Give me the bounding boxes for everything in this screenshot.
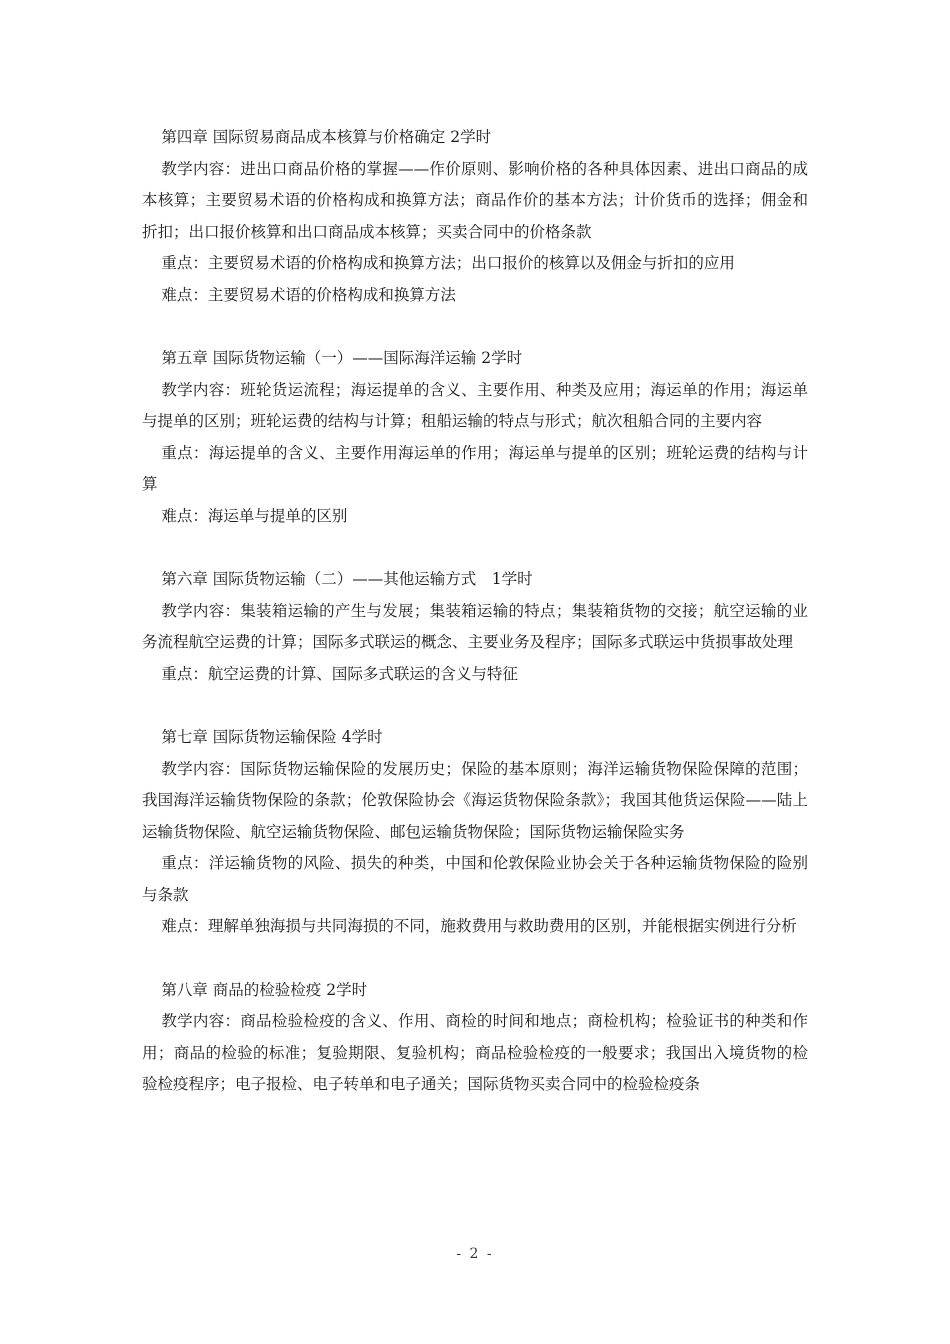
chapter-7-section	[142, 722, 808, 943]
chapter-7-difficulties: 难点：理解单独海损与共同海损的不同，施救费用与救助费用的区别，并能根据实例进行分析	[161, 917, 797, 935]
chapter-8-content: 教学内容：商品检验检疫的含义、作用、商检的时间和地点；商检机构；检验证书的种类和作用；商品的检验的标准；复验期限、复验机构；商品检验检疫的一般要求；我国出入境货物的检验检疫程序；电子报检、电子转单和电子通关；国际货物买卖合同中的检验检疫条	[142, 1012, 808, 1093]
chapter-4-section	[142, 122, 808, 311]
chapter-6-content: 教学内容：集装箱运输的产生与发展；集装箱运输的特点；集装箱货物的交接；航空运输的业务流程航空运费的计算；国际多式联运的概念、主要业务及程序；国际多式联运中货损事故处理	[142, 601, 808, 651]
chapter-8-section	[142, 975, 808, 1101]
chapter-5-section	[142, 343, 808, 532]
chapter-8-title: 第八章 商品的检验检疫 2学时	[161, 980, 368, 999]
chapter-4-key-points: 重点：主要贸易术语的价格构成和换算方法；出口报价的核算以及佣金与折扣的应用	[161, 254, 735, 272]
chapter-7-content: 教学内容：国际货物运输保险的发展历史；保险的基本原则；海洋运输货物保险保障的范围；我国海洋运输货物保险的条款；伦敦保险协会《海运货物保险条款》；我国其他货运保险——陆上运输货物保险、航空运输货物保险、邮包运输货物保险；国际货物运输保险实务	[142, 759, 808, 841]
chapter-7-title: 第七章 国际货物运输保险 4学时	[161, 728, 383, 746]
chapter-6-section	[142, 564, 808, 690]
section-spacer	[142, 943, 808, 975]
document-body	[142, 122, 808, 1101]
chapter-5-key-points: 重点：海运提单的含义、主要作用海运单的作用；海运单与提单的区别；班轮运费的结构与计算	[142, 443, 808, 493]
chapter-6-key-points: 重点：航空运费的计算、国际多式联运的含义与特征	[161, 664, 518, 683]
chapter-4-title: 第四章 国际贸易商品成本核算与价格确定 2学时	[161, 128, 492, 146]
section-spacer	[142, 690, 808, 722]
chapter-5-content: 教学内容：班轮货运流程；海运提单的含义、主要作用、种类及应用；海运单的作用；海运单与提单的区别；班轮运费的结构与计算；租船运输的特点与形式；航次租船合同的主要内容	[142, 380, 808, 430]
chapter-4-difficulties: 难点：主要贸易术语的价格构成和换算方法	[161, 285, 456, 304]
chapter-6-title: 第六章 国际货物运输（二）——其他运输方式 1学时	[161, 570, 533, 588]
section-spacer	[142, 311, 808, 343]
chapter-4-content: 教学内容：进出口商品价格的掌握——作价原则、影响价格的各种具体因素、进出口商品的成本核算；主要贸易术语的价格构成和换算方法；商品作价的基本方法；计价货币的选择；佣金和折扣；出口报价核算和出口商品成本核算；买卖合同中的价格条款	[142, 159, 808, 241]
section-spacer	[142, 532, 808, 564]
chapter-5-title: 第五章 国际货物运输（一）——国际海洋运输 2学时	[161, 349, 523, 367]
page-number: - 2 -	[456, 1246, 494, 1262]
chapter-5-difficulties: 难点：海运单与提单的区别	[161, 506, 348, 525]
chapter-7-key-points: 重点：洋运输货物的风险、损失的种类，中国和伦敦保险业协会关于各种运输货物保险的险别与条款	[142, 854, 808, 904]
